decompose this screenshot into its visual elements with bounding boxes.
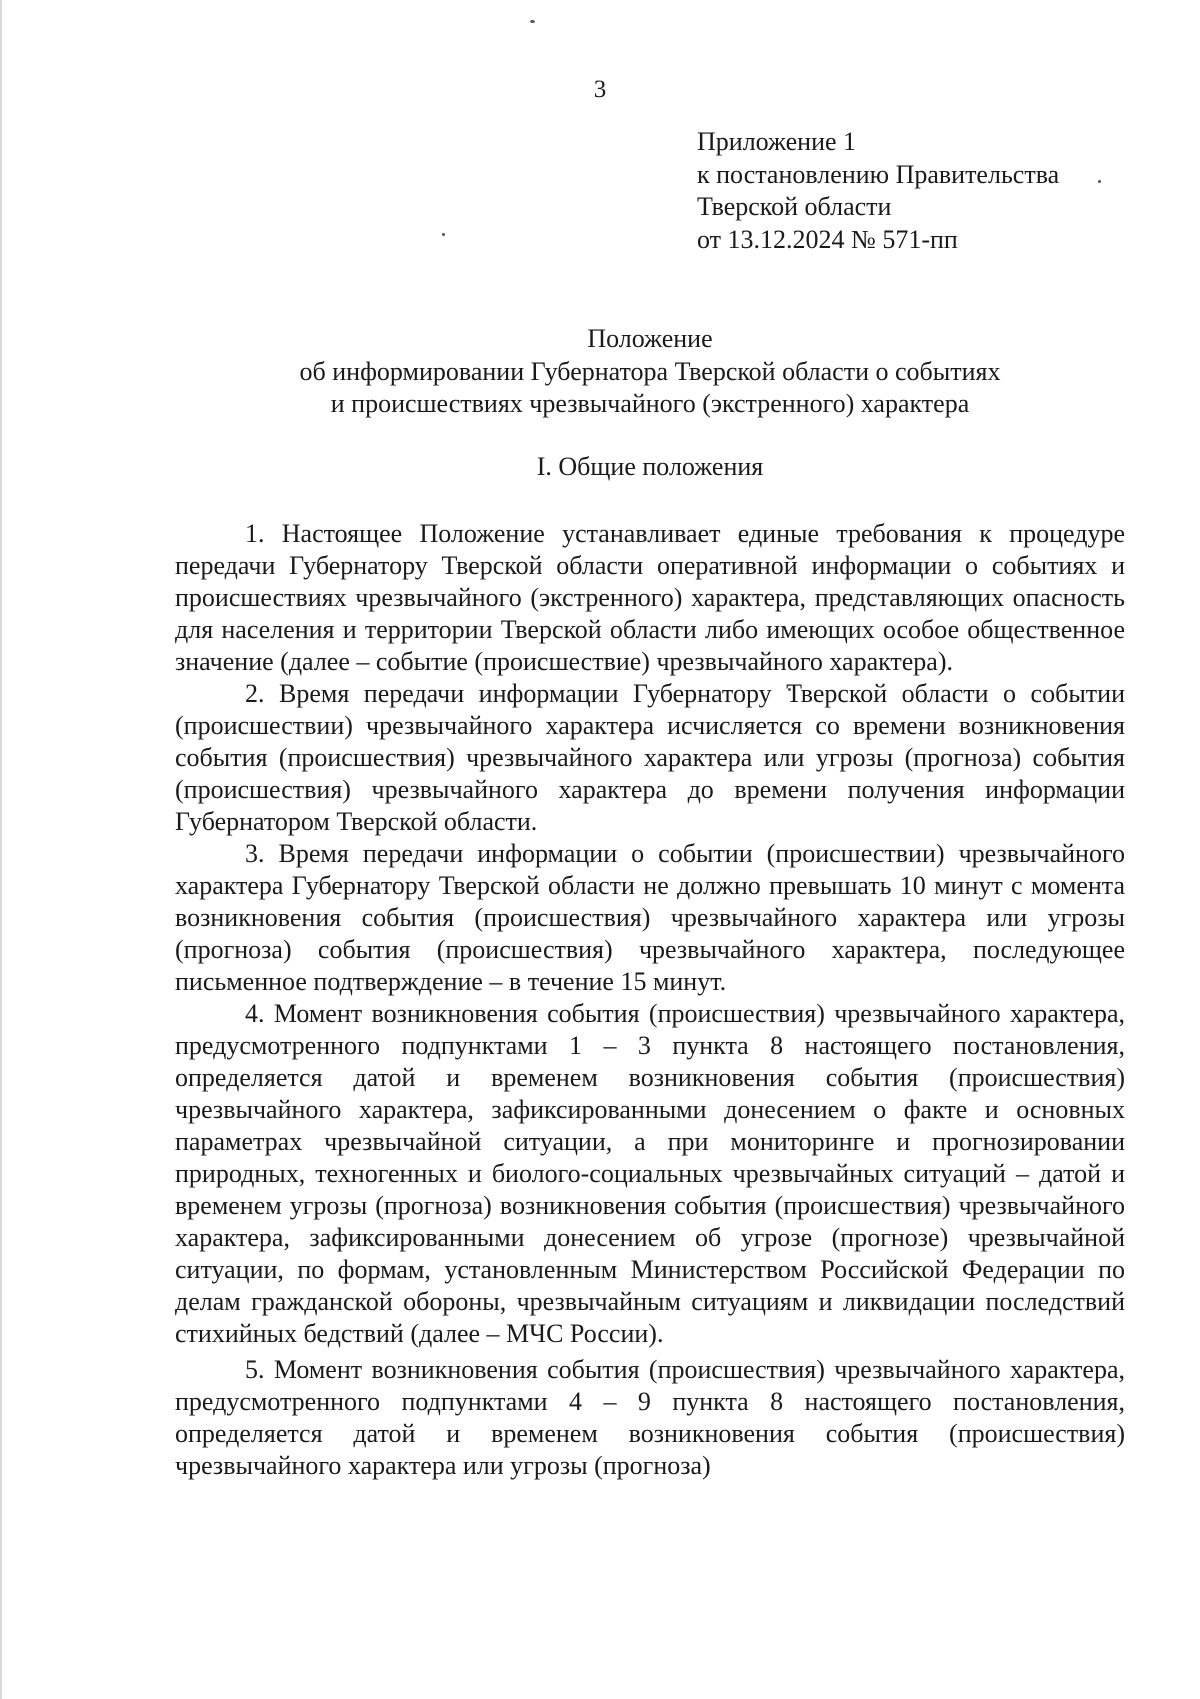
title-line: Положение: [587, 324, 713, 353]
appendix-line: Приложение 1: [697, 127, 857, 156]
appendix-line: к постановлению Правительства: [697, 159, 1060, 189]
appendix-line: от 13.12.2024 № 571-пп: [697, 224, 958, 254]
scan-speck: [530, 20, 535, 23]
appendix-block: [697, 126, 1059, 256]
appendix-line: Тверской области: [697, 192, 892, 221]
paragraph-5: 5. Момент возникновения события (происшествия) чрезвычайного характера, предусмотренного подпунктами 4 – 9 пункта 8 настоящего постановления, определяется датой и временем возникновения события (происшествия) чрезвычайного характера или угрозы (прогноза): [175, 1355, 1125, 1480]
document-title: [160, 323, 1140, 421]
page-number: 3: [593, 76, 607, 103]
paragraph-2: 2. Время передачи информации Губернатору Тверской области о событии (происшествии) чрезвычайного характера исчисляется со времени возникновения события (происшествия) чрезвычайного характера или угрозы (прогноза) события (происшествия) чрезвычайного характера до времени получения информации Губернатором Тверской области.: [175, 679, 1125, 836]
scan-edge-line: [0, 0, 2, 1699]
paragraph-1: 1. Настоящее Положение устанавливает единые требования к процедуре передачи Губернатору Тверской области оперативной информации о событиях и происшествиях чрезвычайного (экстренного) характера, представляющих опасность для населения и территории Тверской области либо имеющих особое общественное значение (далее – событие (происшествие) чрезвычайного характера).: [175, 519, 1125, 676]
section-heading: I. Общие положения: [536, 452, 764, 481]
paragraph-3: 3. Время передачи информации о событии (происшествии) чрезвычайного характера Губернатору Тверской области не должно превышать 10 минут с момента возникновения события (происшествия) чрезвычайного характера или угрозы (прогноза) события (происшествия) чрезвычайного характера, последующее письменное подтверждение – в течение 15 минут.: [175, 839, 1125, 996]
title-line: и происшествиях чрезвычайного (экстренного) характера: [330, 389, 970, 418]
paragraph-4: 4. Момент возникновения события (происшествия) чрезвычайного характера, предусмотренного подпунктами 1 – 3 пункта 8 настоящего постановления, определяется датой и временем возникновения события (происшествия) чрезвычайного характера, зафиксированными донесением о факте и основных параметрах чрезвычайной ситуации, а при мониторинге и прогнозировании природных, техногенных и биолого-социальных чрезвычайных ситуаций – датой и временем угрозы (прогноза) возникновения события (происшествия) чрезвычайного характера, зафиксированными донесением об угрозе (прогнозе) чрезвычайной ситуации, по формам, установленным Министерством Российской Федерации по делам гражданской обороны, чрезвычайным ситуациям и ликвидации последствий стихийных бедствий (далее – МЧС России).: [175, 999, 1125, 1348]
scan-speck: [442, 233, 445, 236]
scan-speck: [1098, 180, 1101, 183]
body-text: [175, 518, 1125, 1482]
title-line: об информировании Губернатора Тверской области о событиях: [299, 356, 1001, 386]
